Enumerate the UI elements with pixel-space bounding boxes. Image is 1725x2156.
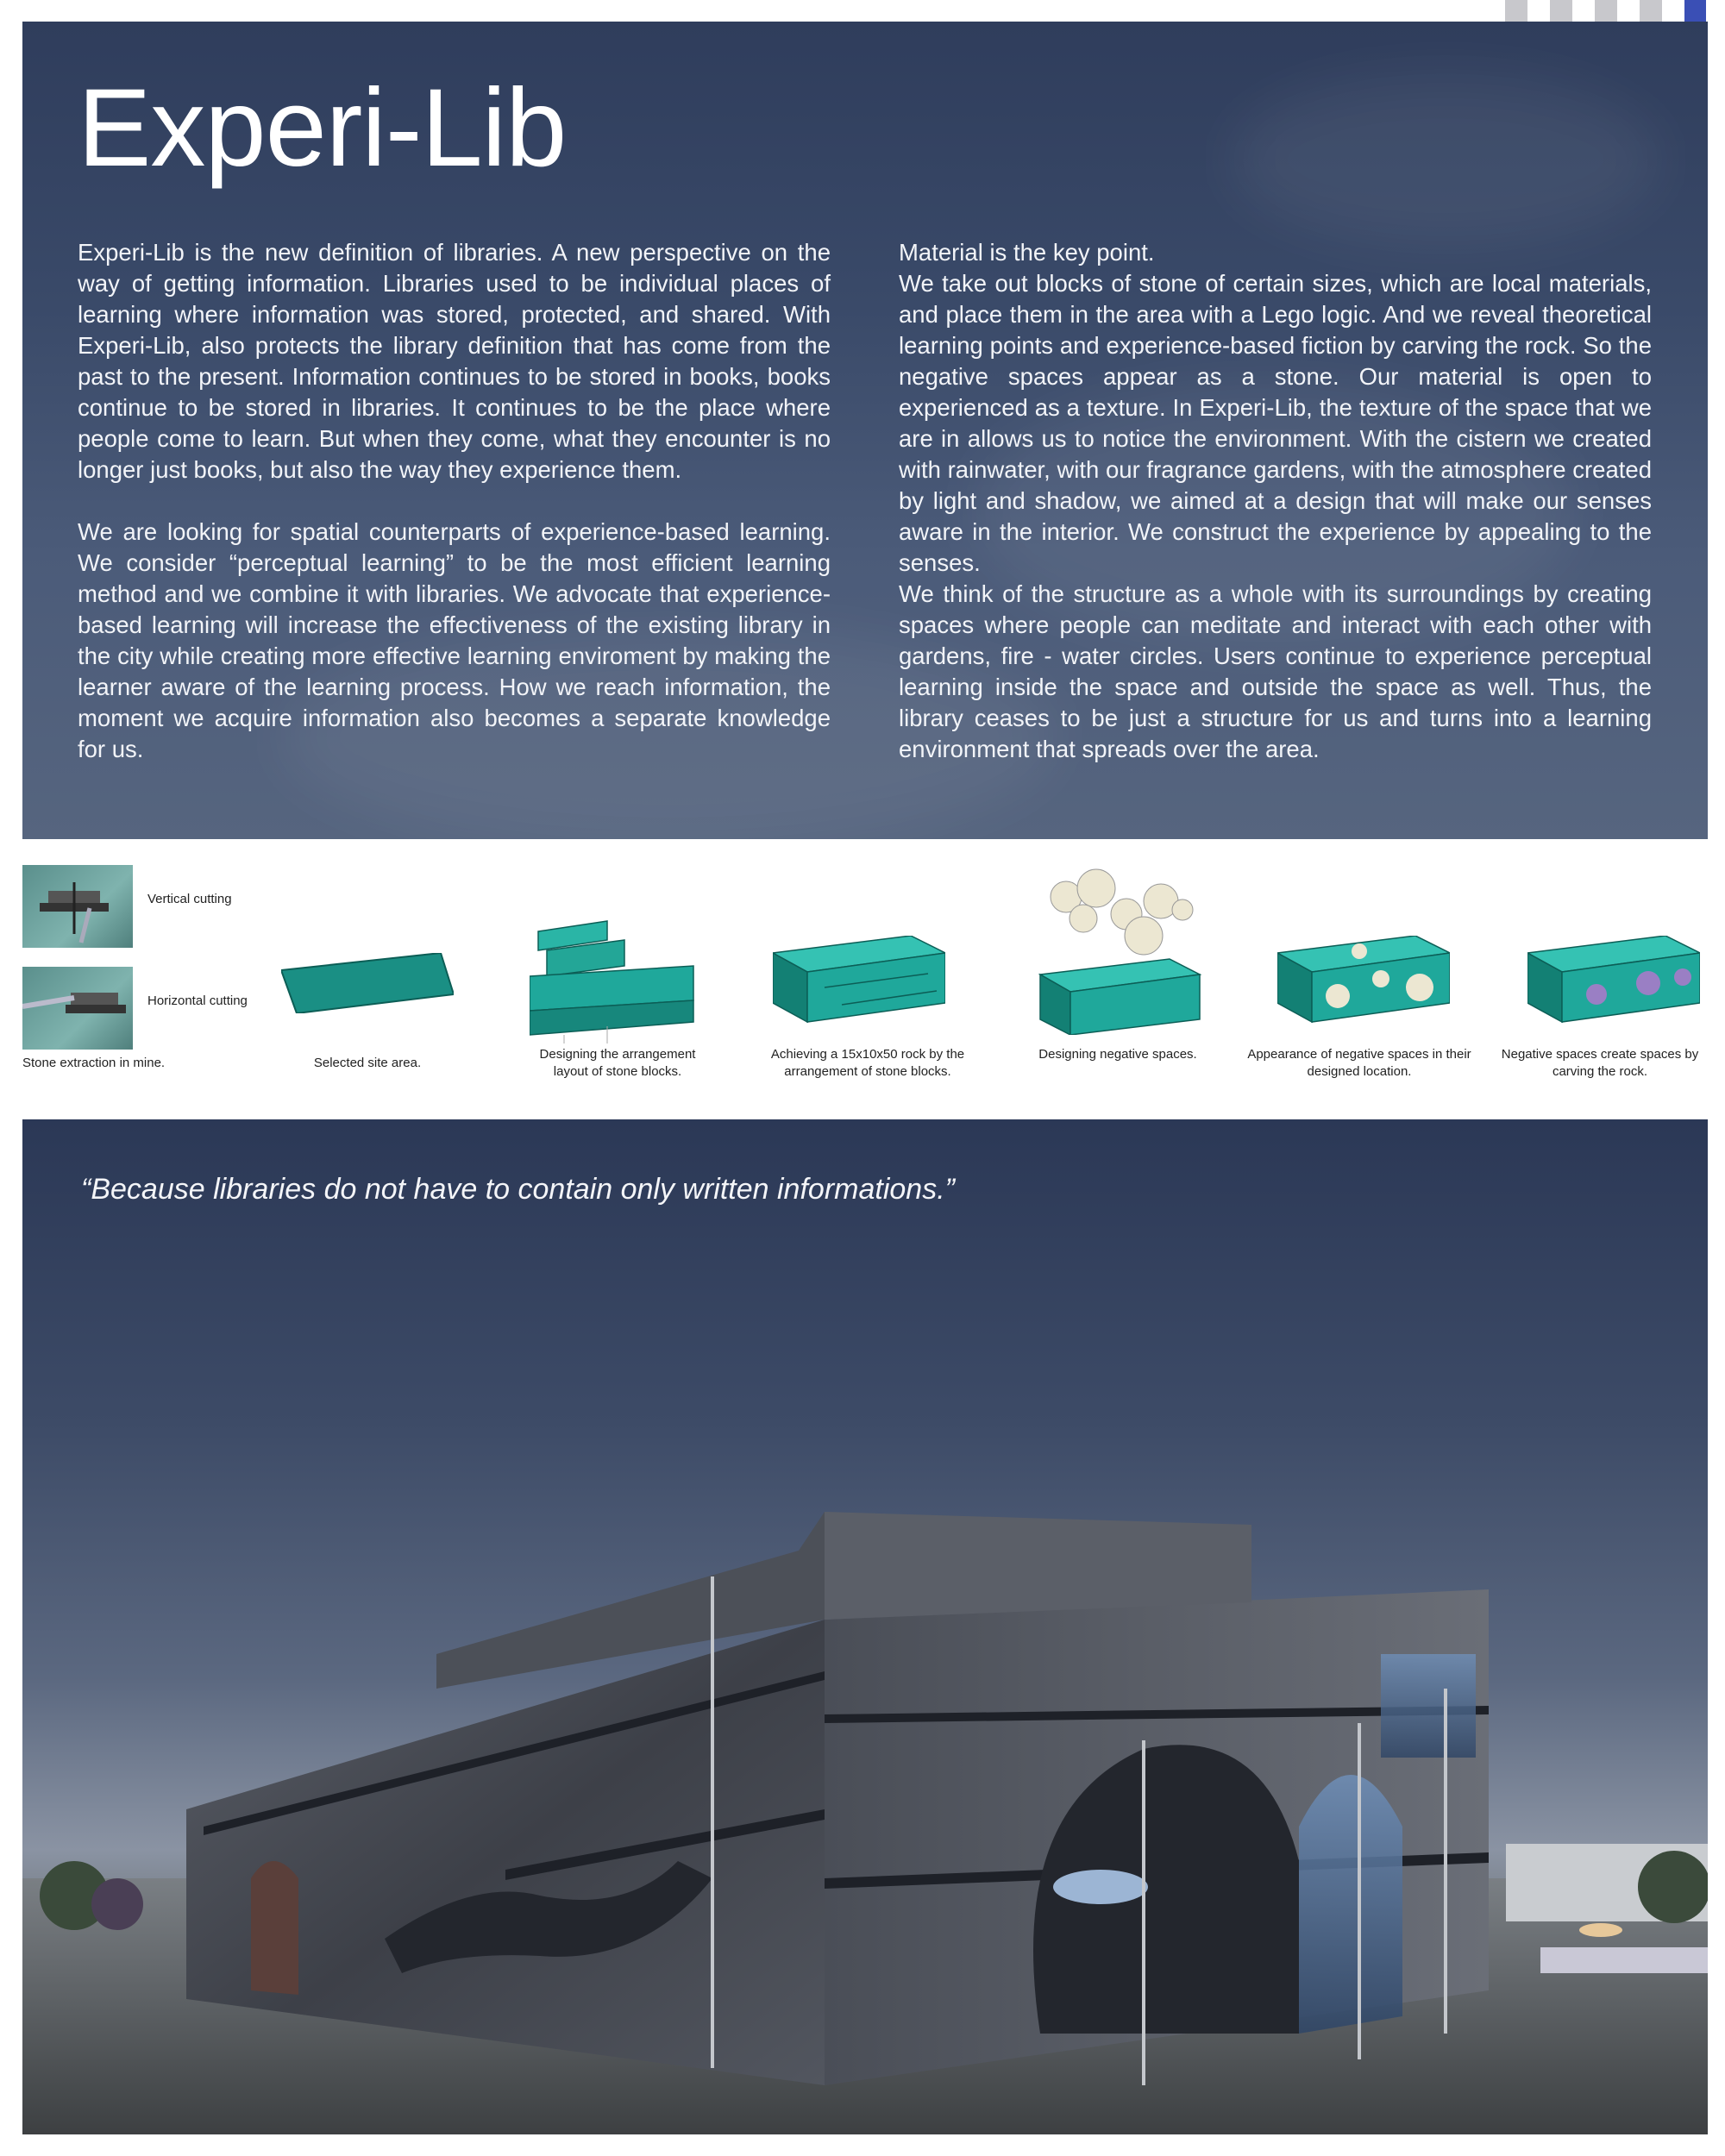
- page-title: Experi-Lib: [78, 66, 567, 190]
- render-panel: [22, 1119, 1708, 2134]
- intro-paragraph: Experi-Lib is the new definition of libraries. A new perspective on the way of getting information. Libraries used to be individual places of learning where information was stored, protected, and shared. With Experi-Lib, also protects the library definition that has come from the past to the present. Information continues to be stored in books, books continue to be stored in libraries. It continues to be the place where people come to learn. But when they come, what they encounter is no longer just books, but also the way they experience them.: [78, 239, 831, 483]
- horizontal-cutting-label: Horizontal cutting: [147, 993, 248, 1008]
- horizontal-cutting-image: [22, 967, 133, 1050]
- corner-tab: [1505, 0, 1527, 22]
- negative-spaces-diagram: [1032, 862, 1204, 1035]
- intro-paragraph: We are looking for spatial counterparts of experience-based learning. We consider “perceptual learning” to be the most efficient learning method and we combine it with libraries. We advocate that experience-based learning will increase the effectiveness of the existing library in the city while creating more effective learning enviroment by making the learner aware of the learning process. How we reach information, the moment we acquire information also becomes a separate knowledge for us.: [78, 518, 831, 762]
- stage-label: Negative spaces create spaces by carving the rock.: [1501, 1047, 1699, 1079]
- corner-tab: [1640, 0, 1662, 22]
- arrangement-layout-diagram: [530, 914, 702, 1044]
- corner-tab: [1550, 0, 1572, 22]
- intro-paragraph: We take out blocks of stone of certain sizes, which are local materials, and place them in the area with a Lego logic. And we reveal theoretical learning points and experience-based fiction by carving the rock. So the negative spaces appear as a stone. Our material is open to experienced as a texture. In Experi-Lib, the texture of the space that we are in allows us to notice the environment. With the cistern we created with rainwater, with our fragrance gardens, with the atmosphere created by light and shadow, we aimed at a design that will make our senses aware in the interior. We construct the experience by appealing to the senses.: [899, 270, 1652, 576]
- stage-label: Designing the arrangement layout of stone blocks.: [539, 1047, 696, 1079]
- intro-paragraph: Material is the key point.: [899, 239, 1155, 266]
- corner-tabs: [1505, 0, 1708, 22]
- stage-label: Stone extraction in mine.: [22, 1056, 166, 1070]
- corner-tab: [1595, 0, 1617, 22]
- stage-label: Designing negative spaces.: [1038, 1047, 1197, 1062]
- intro-left-column: [78, 237, 831, 796]
- vertical-cutting-label: Vertical cutting: [147, 892, 232, 906]
- render-quote: “Because libraries do not have to contain only written informations.”: [81, 1173, 955, 1206]
- process-strip: [22, 858, 1708, 1117]
- intro-right-column: [899, 237, 1652, 765]
- carved-block-diagram: [1277, 936, 1450, 1031]
- stage-label: Achieving a 15x10x50 rock by the arrangement of stone blocks.: [770, 1047, 965, 1079]
- intro-panel: [22, 22, 1708, 839]
- vertical-cutting-image: [22, 865, 133, 948]
- building-render: [22, 1119, 1708, 2134]
- rock-block-diagram: [773, 936, 945, 1031]
- site-area-diagram: [281, 953, 454, 1013]
- stage-label: Selected site area.: [313, 1056, 422, 1070]
- intro-paragraph: We think of the structure as a whole with its surroundings by creating spaces where people can meditate and interact with each other with gardens, fire - water circles. Users continue to experience perceptual learning inside the space and outside the space as well. Thus, the library ceases to be just a structure for us and turns into a learning environment that spreads over the area.: [899, 580, 1652, 762]
- carved-spaces-diagram: [1527, 936, 1700, 1031]
- stage-label: Appearance of negative spaces in their designed location.: [1247, 1047, 1471, 1079]
- corner-tab-accent: [1684, 0, 1706, 22]
